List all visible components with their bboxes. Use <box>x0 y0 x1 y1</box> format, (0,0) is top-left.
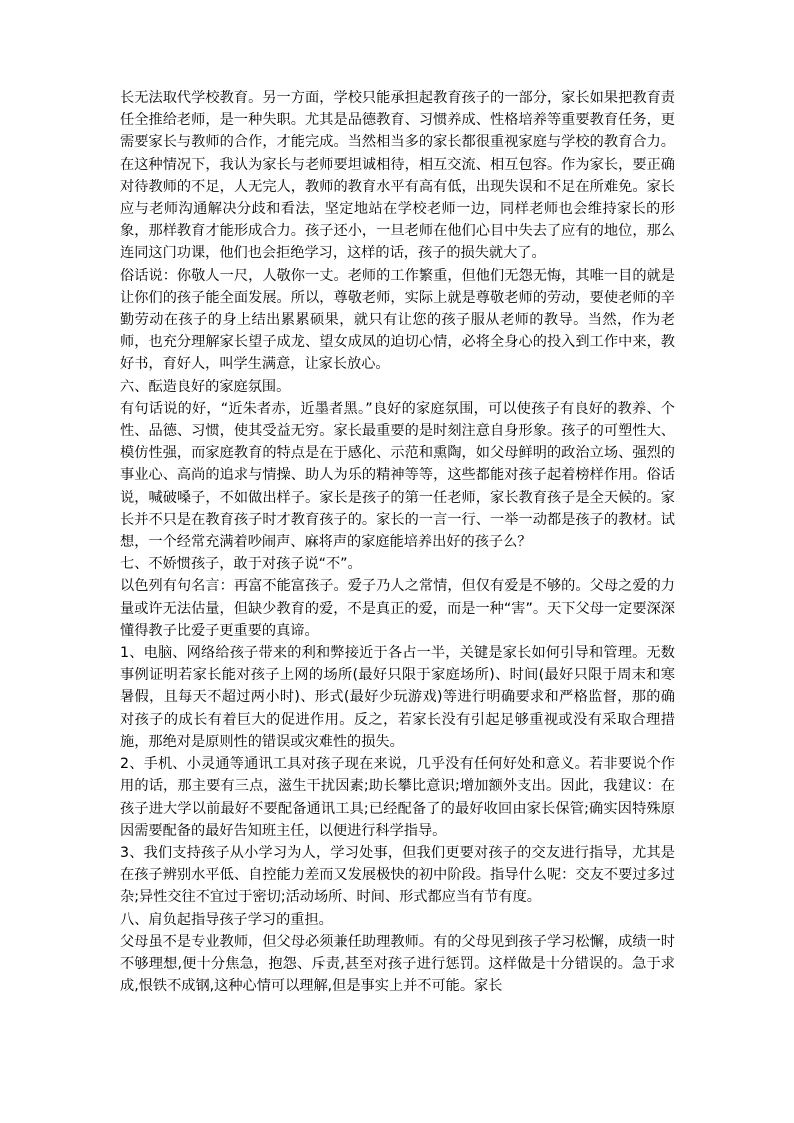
paragraph-teacher-parent-cooperation: 长无法取代学校教育。另一方面，学校只能承担起教育孩子的一部分，家长如果把教育责任全推给老师，是一种失职。尤其是品德教育、习惯养成、性格培养等重要教育任务，更需要家长与教师的合作，才能完成。当然相当多的家长都很重视家庭与学校的教育合力。在这种情况下，我认为家长与老师要坦诚相待，相互交流、相互包容。作为家长，要正确对待教师的不足，人无完人，教师的教育水平有高有低，出现失误和不足在所难免。家长应与老师沟通解决分歧和看法，坚定地站在学校老师一边，同样老师也会维持家长的形象，那样教育才能形成合力。孩子还小，一旦老师在他们心目中失去了应有的地位，那么连同这门功课，他们也会拒绝学习，这样的话，孩子的损失就大了。 <box>120 90 675 262</box>
paragraph-family-atmosphere: 有句话说的好，“近朱者赤，近墨者黑。”良好的家庭氛围，可以使孩子有良好的教养、个性、品德、习惯，使其受益无穷。家长最重要的是时刻注意自身形象。孩子的可塑性大、模仿性强，而家庭教育的特点是在于感化、示范和熏陶，如父母鲜明的政治立场、强烈的事业心、高尚的追求与情操、助人为乐的精神等等，这些都能对孩子起着榜样作用。俗话说，喊破嗓子，不如做出样子。家长是孩子的第一任老师，家长教育孩子是全天候的。家长并不只是在教育孩子时才教育孩子的。家长的一言一行、一举一动都是孩子的教材。试想，一个经常充满着吵闹声、麻将声的家庭能培养出好的孩子么？ <box>120 400 675 551</box>
paragraph-friendship-guidance: 3、我们支持孩子从小学习为人，学习处事，但我们更要对孩子的交友进行指导，尤其是在孩子辨别水平低、自控能力差而又发展极快的初中阶段。指导什么呢：交友不要过多过杂;异性交往不宜过于密切;活动场所、时间、形式都应当有节有度。 <box>120 844 675 906</box>
paragraph-do-not-spoil: 以色列有句名言：再富不能富孩子。爱子乃人之常情，但仅有爱是不够的。父母之爱的力量或许无法估量，但缺少教育的爱，不是真正的爱，而是一种“害”。天下父母一定要深深懂得教子比爱子更重要的真谛。 <box>120 578 675 639</box>
section-heading-seven: 七、不娇惯孩子，敢于对孩子说“不”。 <box>120 556 362 573</box>
paragraph-mobile-phones: 2、手机、小灵通等通讯工具对孩子现在来说，几乎没有任何好处和意义。若非要说个作用的话，那主要有三点，滋生干扰因素;助长攀比意识;增加额外支出。因此，我建议：在孩子进大学以前最好不要配备通讯工具;已经配备了的最好收回由家长保管;确实因特殊原因需要配备的最好告知班主任，以便进行科学指导。 <box>120 756 675 839</box>
section-heading-eight: 八、肩负起指导孩子学习的重担。 <box>120 911 333 928</box>
document-page <box>120 87 675 997</box>
paragraph-guide-study: 父母虽不是专业教师，但父母必须兼任助理教师。有的父母见到孩子学习松懈，成绩一时不够理想,便十分焦急，抱怨、斥责,甚至对孩子进行惩罚。这样做是十分错误的。急于求成,恨铁不成钢,这种心情可以理解,但是事实上并不可能。家长 <box>120 933 675 995</box>
section-heading-six: 六、酝造良好的家庭氛围。 <box>120 378 291 395</box>
paragraph-respect-teachers: 俗话说：你敬人一尺，人敬你一丈。老师的工作繁重，但他们无怨无悔，其唯一目的就是让你们的孩子能全面发展。所以，尊敬老师，实际上就是尊敬老师的劳动，要使老师的辛勤劳动在孩子的身上结出累累硕果，就只有让您的孩子服从老师的教导。当然，作为老师，也充分理解家长望子成龙、望女成凤的迫切心情，必将全身心的投入到工作中来，教好书，育好人，叫学生满意，让家长放心。 <box>120 267 675 373</box>
paragraph-computer-network: 1、电脑、网络给孩子带来的利和弊接近于各占一半，关键是家长如何引导和管理。无数事例证明若家长能对孩子上网的场所(最好只限于家庭场所)、时间(最好只限于周末和寒暑假，且每天不超过两小时)、形式(最好少玩游戏)等进行明确要求和严格监督，那的确对孩子的成长有着巨大的促进作用。反之，若家长没有引起足够重视或没有采取合理措施，那绝对是原则性的错误或灾难性的损失。 <box>120 645 675 750</box>
